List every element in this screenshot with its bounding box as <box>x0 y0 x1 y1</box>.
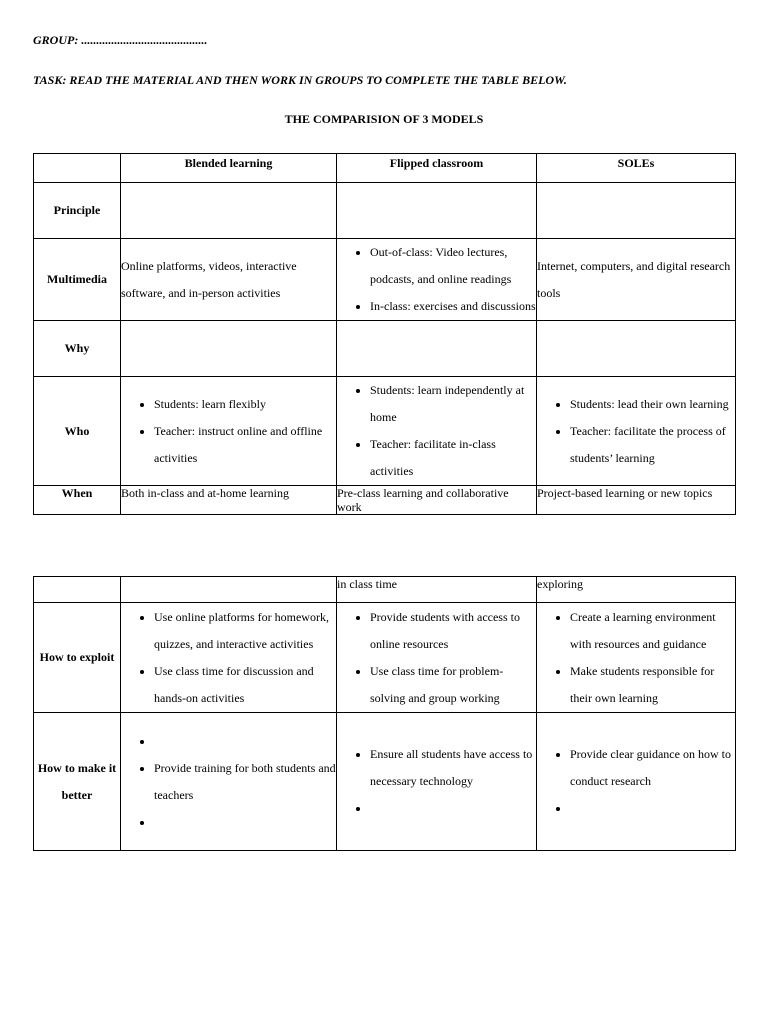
continued-flipped-cell: in class time <box>337 577 537 603</box>
list-item: • Provide clear guidance on how to conduct research <box>570 741 735 795</box>
row-when <box>34 486 736 515</box>
who-flipped-cell <box>337 377 537 486</box>
list-item: • Students: learn flexibly <box>154 391 336 418</box>
list-item: • Use class time for discussion and hands-on activities <box>154 658 336 712</box>
list-item[interactable] <box>154 809 336 836</box>
when-blended-cell: Both in-class and at-home learning <box>121 486 337 515</box>
why-blended-cell[interactable] <box>121 321 337 377</box>
why-soles-cell[interactable] <box>537 321 736 377</box>
row-when-continued <box>34 577 736 603</box>
list-item[interactable] <box>370 795 536 822</box>
better-soles-cell <box>537 713 736 851</box>
better-blended-cell <box>121 713 337 851</box>
col-blended-learning: Blended learning <box>121 154 337 183</box>
exploit-flipped-cell <box>337 603 537 713</box>
page-title: THE COMPARISION OF 3 MODELS <box>284 112 484 126</box>
list-item: • Use class time for problem-solving and group working <box>370 658 536 712</box>
list-item: • Students: lead their own learning <box>570 391 735 418</box>
list-item: • Provide training for both students and teachers <box>154 755 336 809</box>
col-flipped-classroom: Flipped classroom <box>337 154 537 183</box>
row-how-to-exploit <box>34 603 736 713</box>
when-flipped-cell: Pre-class learning and collaborative work <box>337 486 537 515</box>
exploit-blended-list <box>121 604 336 712</box>
exploit-soles-cell <box>537 603 736 713</box>
exploit-blended-cell <box>121 603 337 713</box>
better-flipped-list <box>337 741 536 822</box>
principle-soles-cell[interactable] <box>537 183 736 239</box>
list-item: • Students: learn independently at home <box>370 377 536 431</box>
group-label: GROUP: .......................................... <box>33 33 208 47</box>
continued-label-cell <box>34 577 121 603</box>
who-soles-cell <box>537 377 736 486</box>
row-label-principle: Principle <box>34 183 121 239</box>
list-item[interactable] <box>154 728 336 755</box>
continued-blended-cell <box>121 577 337 603</box>
better-flipped-cell <box>337 713 537 851</box>
list-item: • In-class: exercises and discussions <box>370 293 536 320</box>
list-item: • Make students responsible for their own learning <box>570 658 735 712</box>
row-label-multimedia: Multimedia <box>34 239 121 321</box>
list-item: • Create a learning environment with resources and guidance <box>570 604 735 658</box>
exploit-soles-list <box>537 604 735 712</box>
multimedia-soles-cell: Internet, computers, and digital research tools <box>537 239 736 321</box>
header-row <box>34 154 736 183</box>
row-how-to-make-it-better <box>34 713 736 851</box>
comparison-table-continued <box>33 576 736 851</box>
row-who <box>34 377 736 486</box>
task-instruction: TASK: READ THE MATERIAL AND THEN WORK IN GROUPS TO COMPLETE THE TABLE BELOW. <box>33 73 567 87</box>
exploit-flipped-list <box>337 604 536 712</box>
row-label-who: Who <box>34 377 121 486</box>
when-soles-cell: Project-based learning or new topics <box>537 486 736 515</box>
row-principle <box>34 183 736 239</box>
list-item: • Ensure all students have access to necessary technology <box>370 741 536 795</box>
list-item[interactable] <box>570 795 735 822</box>
principle-flipped-cell[interactable] <box>337 183 537 239</box>
row-label-when: When <box>34 486 121 515</box>
who-soles-list <box>537 391 735 472</box>
better-blended-list <box>121 728 336 836</box>
list-item: • Teacher: facilitate in-class activities <box>370 431 536 485</box>
continued-soles-cell: exploring <box>537 577 736 603</box>
list-item: • Out-of-class: Video lectures, podcasts, and online readings <box>370 239 536 293</box>
who-flipped-list <box>337 377 536 485</box>
list-item: • Teacher: instruct online and offline activities <box>154 418 336 472</box>
who-blended-list <box>121 391 336 472</box>
row-label-how-to-exploit: How to exploit <box>34 603 121 713</box>
why-flipped-cell[interactable] <box>337 321 537 377</box>
who-blended-cell <box>121 377 337 486</box>
comparison-table <box>33 153 736 515</box>
multimedia-flipped-cell <box>337 239 537 321</box>
multimedia-blended-cell: Online platforms, videos, interactive software, and in-person activities <box>121 239 337 321</box>
row-why <box>34 321 736 377</box>
multimedia-flipped-list <box>337 239 536 320</box>
row-label-how-to-make-it-better: How to make it better <box>34 713 121 851</box>
list-item: • Teacher: facilitate the process of students’ learning <box>570 418 735 472</box>
row-multimedia <box>34 239 736 321</box>
list-item: • Use online platforms for homework, quizzes, and interactive activities <box>154 604 336 658</box>
col-soles: SOLEs <box>537 154 736 183</box>
list-item: • Provide students with access to online resources <box>370 604 536 658</box>
row-label-why: Why <box>34 321 121 377</box>
corner-cell <box>34 154 121 183</box>
better-soles-list <box>537 741 735 822</box>
principle-blended-cell[interactable] <box>121 183 337 239</box>
